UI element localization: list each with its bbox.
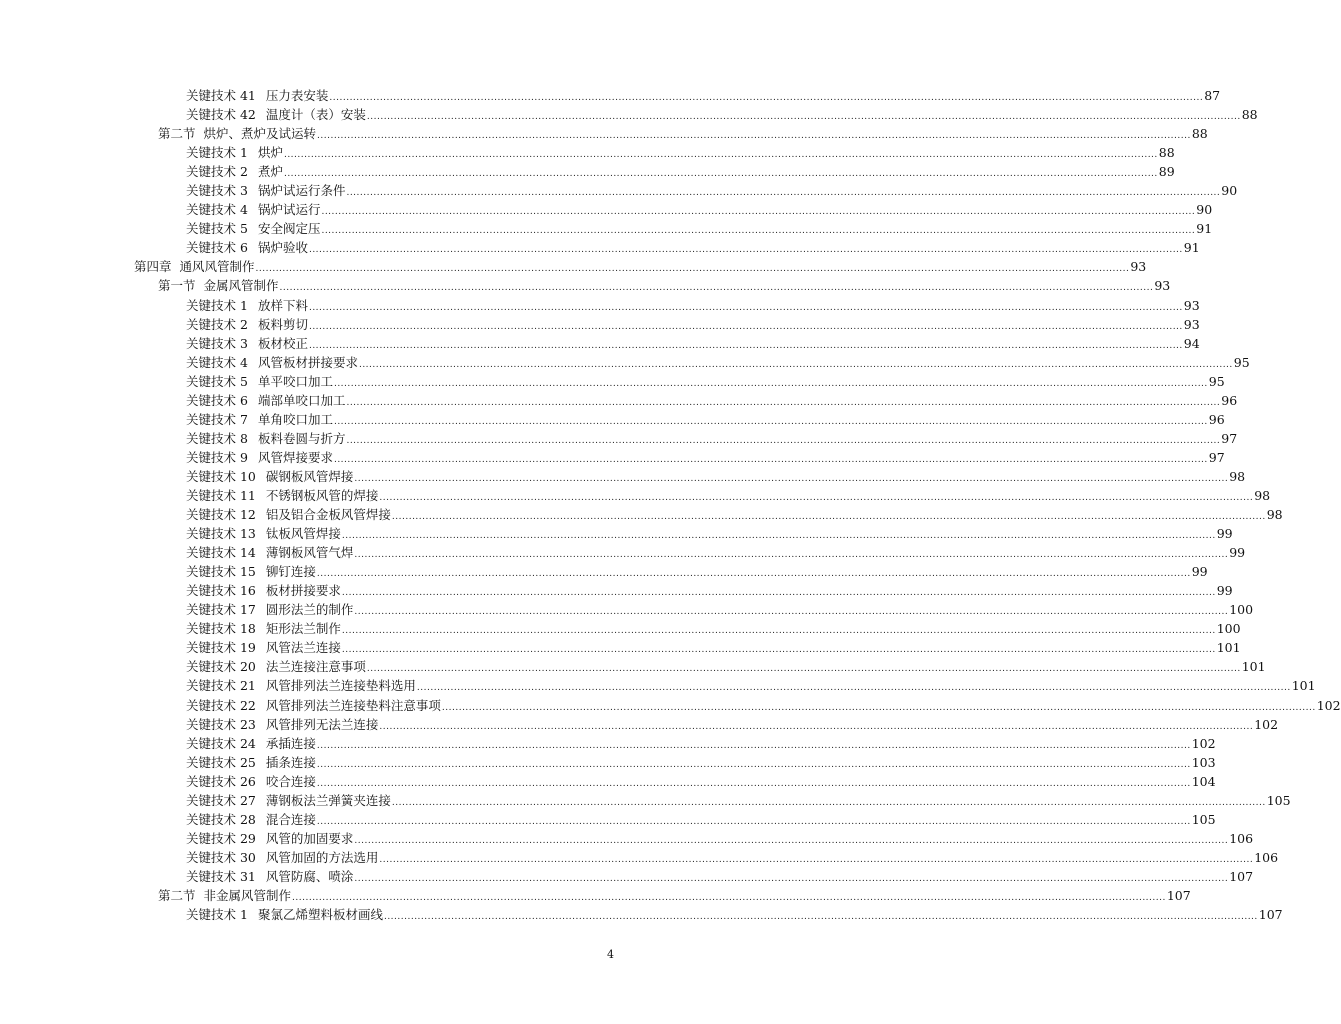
dot-leader: .................................................................................................................................................................................................................................................................... bbox=[354, 873, 1229, 884]
toc-section[interactable] bbox=[0, 276, 1171, 295]
toc-label: 关键技术 23 bbox=[186, 716, 256, 732]
dot-leader: .................................................................................................................................................................................................................................................................... bbox=[316, 778, 1191, 789]
toc-title: 板料剪切 bbox=[257, 316, 308, 332]
toc-item[interactable] bbox=[0, 334, 1200, 353]
toc-item[interactable] bbox=[0, 448, 1225, 467]
toc-label: 关键技术 4 bbox=[186, 354, 248, 370]
toc-item[interactable] bbox=[0, 238, 1200, 257]
toc-label: 关键技术 13 bbox=[186, 526, 256, 542]
dot-leader: .................................................................................................................................................................................................................................................................... bbox=[441, 702, 1316, 713]
dot-leader: .................................................................................................................................................................................................................................................................... bbox=[329, 93, 1204, 103]
toc-title: 聚氯乙烯塑料板材画线 bbox=[257, 907, 383, 923]
toc-label: 第一节 bbox=[158, 278, 196, 294]
toc-item[interactable] bbox=[0, 219, 1213, 238]
toc-item[interactable] bbox=[0, 181, 1238, 200]
dot-leader: .................................................................................................................................................................................................................................................................... bbox=[366, 664, 1241, 675]
toc-title: 烘炉、煮炉及试运转 bbox=[203, 126, 317, 142]
dot-leader: .................................................................................................................................................................................................................................................................... bbox=[379, 721, 1254, 732]
dot-leader: .................................................................................................................................................................................................................................................................... bbox=[346, 188, 1221, 199]
toc-title: 温度计（表）安装 bbox=[265, 107, 366, 123]
toc-label: 关键技术 14 bbox=[186, 545, 256, 561]
toc-page-number: 87 bbox=[1204, 88, 1221, 103]
toc-title: 非金属风管制作 bbox=[203, 887, 292, 903]
toc-title: 煮炉 bbox=[257, 164, 283, 180]
dot-leader: .................................................................................................................................................................................................................................................................... bbox=[391, 797, 1266, 808]
toc-page-number: 106 bbox=[1229, 830, 1254, 846]
toc-label: 关键技术 28 bbox=[186, 811, 256, 827]
toc-page-number: 100 bbox=[1229, 602, 1254, 618]
toc-title: 碳钢板风管焊接 bbox=[265, 468, 354, 484]
toc-page-number: 99 bbox=[1229, 545, 1246, 561]
toc-title: 薄钢板风管气焊 bbox=[265, 545, 354, 561]
toc-page-number: 101 bbox=[1216, 640, 1241, 656]
dot-leader: .................................................................................................................................................................................................................................................................... bbox=[358, 359, 1233, 370]
toc-item[interactable] bbox=[0, 505, 1283, 524]
toc-page-number: 95 bbox=[1208, 373, 1225, 389]
toc-item[interactable] bbox=[0, 353, 1250, 372]
toc-title: 单平咬口加工 bbox=[257, 373, 333, 389]
toc-page-number: 98 bbox=[1266, 507, 1283, 523]
dot-leader: .................................................................................................................................................................................................................................................................... bbox=[283, 169, 1158, 180]
toc-title: 锅炉试运行 bbox=[257, 202, 321, 218]
toc-label: 关键技术 27 bbox=[186, 792, 256, 808]
toc-label: 第二节 bbox=[158, 126, 196, 142]
toc-page-number: 94 bbox=[1183, 335, 1200, 351]
toc-item[interactable] bbox=[0, 734, 1216, 753]
toc-title: 风管排列法兰连接垫料选用 bbox=[265, 678, 416, 694]
toc-item[interactable] bbox=[0, 410, 1225, 429]
toc-label: 关键技术 3 bbox=[186, 183, 248, 199]
toc-item[interactable] bbox=[0, 524, 1233, 543]
dot-leader: .................................................................................................................................................................................................................................................................... bbox=[308, 340, 1183, 351]
toc-item[interactable] bbox=[0, 848, 1279, 867]
toc-page-number: 101 bbox=[1291, 678, 1316, 694]
toc-title: 风管法兰连接 bbox=[265, 640, 341, 656]
page-number: 4 bbox=[607, 948, 614, 961]
dot-leader: .................................................................................................................................................................................................................................................................... bbox=[316, 816, 1191, 827]
toc-page-number: 93 bbox=[1183, 297, 1200, 313]
dot-leader: .................................................................................................................................................................................................................................................................... bbox=[354, 607, 1229, 618]
toc-page-number: 105 bbox=[1266, 792, 1291, 808]
toc-title: 风管排列无法兰连接 bbox=[265, 716, 379, 732]
toc-page-number: 93 bbox=[1130, 259, 1147, 275]
toc-page-number: 107 bbox=[1229, 868, 1254, 884]
toc-label: 关键技术 16 bbox=[186, 583, 256, 599]
dot-leader: .................................................................................................................................................................................................................................................................... bbox=[333, 416, 1208, 427]
dot-leader: .................................................................................................................................................................................................................................................................... bbox=[379, 854, 1254, 865]
toc-label: 关键技术 19 bbox=[186, 640, 256, 656]
toc-label: 关键技术 24 bbox=[186, 735, 256, 751]
toc-title: 压力表安装 bbox=[265, 88, 329, 103]
toc-title: 金属风管制作 bbox=[203, 278, 279, 294]
toc-page-number: 98 bbox=[1229, 468, 1246, 484]
dot-leader: .................................................................................................................................................................................................................................................................... bbox=[321, 226, 1196, 237]
toc-page-number: 91 bbox=[1183, 240, 1200, 256]
dot-leader: .................................................................................................................................................................................................................................................................... bbox=[321, 207, 1196, 218]
toc-page-number: 101 bbox=[1241, 659, 1266, 675]
toc-title: 钛板风管焊接 bbox=[265, 526, 341, 542]
toc-title: 烘炉 bbox=[257, 145, 283, 161]
toc-item[interactable] bbox=[0, 905, 1283, 924]
toc-label: 关键技术 18 bbox=[186, 621, 256, 637]
dot-leader: .................................................................................................................................................................................................................................................................... bbox=[341, 588, 1216, 599]
toc-title: 安全阀定压 bbox=[257, 221, 321, 237]
toc-item[interactable] bbox=[0, 486, 1271, 505]
toc-label: 关键技术 1 bbox=[186, 145, 248, 161]
dot-leader: .................................................................................................................................................................................................................................................................... bbox=[308, 321, 1183, 332]
toc-title: 板料卷圆与折方 bbox=[257, 430, 346, 446]
toc-label: 关键技术 42 bbox=[186, 107, 256, 123]
toc-title: 板材校正 bbox=[257, 335, 308, 351]
toc-title: 风管的加固要求 bbox=[265, 830, 354, 846]
dot-leader: .................................................................................................................................................................................................................................................................... bbox=[379, 492, 1254, 503]
toc-label: 关键技术 5 bbox=[186, 373, 248, 389]
toc-title: 矩形法兰制作 bbox=[265, 621, 341, 637]
toc-label: 关键技术 11 bbox=[186, 487, 256, 503]
toc-title: 薄钢板法兰弹簧夹连接 bbox=[265, 792, 391, 808]
toc-chapter[interactable] bbox=[0, 257, 1147, 276]
toc-item[interactable] bbox=[0, 657, 1266, 676]
toc-title: 通风风管制作 bbox=[179, 259, 255, 275]
toc-item[interactable] bbox=[0, 315, 1200, 334]
toc-item[interactable] bbox=[0, 162, 1175, 181]
toc-page-number: 100 bbox=[1216, 621, 1241, 637]
toc-item[interactable] bbox=[0, 581, 1233, 600]
toc-label: 关键技术 9 bbox=[186, 449, 248, 465]
dot-leader: .................................................................................................................................................................................................................................................................... bbox=[354, 835, 1229, 846]
toc-title: 风管板材拼接要求 bbox=[257, 354, 358, 370]
toc-label: 关键技术 1 bbox=[186, 297, 248, 313]
dot-leader: .................................................................................................................................................................................................................................................................... bbox=[341, 531, 1216, 542]
toc-page-number: 107 bbox=[1258, 907, 1283, 923]
toc-page-number: 96 bbox=[1208, 411, 1225, 427]
dot-leader: .................................................................................................................................................................................................................................................................... bbox=[308, 245, 1183, 256]
toc-item[interactable] bbox=[0, 791, 1291, 810]
toc-title: 法兰连接注意事项 bbox=[265, 659, 366, 675]
dot-leader: .................................................................................................................................................................................................................................................................... bbox=[391, 512, 1266, 523]
toc-label: 关键技术 5 bbox=[186, 221, 248, 237]
toc-item[interactable] bbox=[0, 372, 1225, 391]
toc-item[interactable] bbox=[0, 562, 1208, 581]
toc-title: 插条连接 bbox=[265, 754, 316, 770]
dot-leader: .................................................................................................................................................................................................................................................................... bbox=[316, 759, 1191, 770]
toc-item[interactable] bbox=[0, 638, 1241, 657]
toc-title: 锅炉验收 bbox=[257, 240, 308, 256]
toc-page-number: 93 bbox=[1183, 316, 1200, 332]
toc-section[interactable] bbox=[0, 124, 1208, 143]
toc-item[interactable] bbox=[0, 715, 1279, 734]
toc-title: 混合连接 bbox=[265, 811, 316, 827]
table-of-contents bbox=[0, 86, 1341, 924]
toc-label: 关键技术 21 bbox=[186, 678, 256, 694]
toc-item[interactable] bbox=[0, 86, 1221, 105]
toc-title: 风管焊接要求 bbox=[257, 449, 333, 465]
toc-title: 单角咬口加工 bbox=[257, 411, 333, 427]
dot-leader: .................................................................................................................................................................................................................................................................... bbox=[383, 912, 1258, 923]
toc-item[interactable] bbox=[0, 810, 1216, 829]
toc-label: 关键技术 3 bbox=[186, 335, 248, 351]
dot-leader: .................................................................................................................................................................................................................................................................... bbox=[283, 150, 1158, 161]
toc-title: 铆钉连接 bbox=[265, 564, 316, 580]
toc-title: 风管排列法兰连接垫料注意事项 bbox=[265, 697, 441, 713]
toc-item[interactable] bbox=[0, 429, 1238, 448]
toc-item[interactable] bbox=[0, 600, 1254, 619]
toc-label: 关键技术 15 bbox=[186, 564, 256, 580]
toc-item[interactable] bbox=[0, 543, 1246, 562]
toc-page-number: 102 bbox=[1254, 716, 1279, 732]
dot-leader: .................................................................................................................................................................................................................................................................... bbox=[341, 645, 1216, 656]
dot-leader: .................................................................................................................................................................................................................................................................... bbox=[292, 892, 1166, 903]
toc-label: 关键技术 4 bbox=[186, 202, 248, 218]
toc-label: 关键技术 31 bbox=[186, 868, 256, 884]
toc-page-number: 105 bbox=[1191, 811, 1216, 827]
dot-leader: .................................................................................................................................................................................................................................................................... bbox=[333, 378, 1208, 389]
toc-label: 关键技术 10 bbox=[186, 468, 256, 484]
dot-leader: .................................................................................................................................................................................................................................................................... bbox=[255, 264, 1130, 275]
toc-page-number: 99 bbox=[1191, 564, 1208, 580]
toc-label: 关键技术 20 bbox=[186, 659, 256, 675]
toc-title: 端部单咬口加工 bbox=[257, 392, 346, 408]
toc-page-number: 91 bbox=[1196, 221, 1213, 237]
toc-page-number: 90 bbox=[1221, 183, 1238, 199]
toc-item[interactable] bbox=[0, 619, 1241, 638]
toc-title: 板材拼接要求 bbox=[265, 583, 341, 599]
toc-label: 关键技术 2 bbox=[186, 164, 248, 180]
toc-item[interactable] bbox=[0, 105, 1258, 124]
toc-title: 圆形法兰的制作 bbox=[265, 602, 354, 618]
toc-page-number: 89 bbox=[1158, 164, 1175, 180]
toc-page-number: 88 bbox=[1158, 145, 1175, 161]
toc-page-number: 88 bbox=[1191, 126, 1208, 142]
toc-label: 关键技术 7 bbox=[186, 411, 248, 427]
toc-page-number: 93 bbox=[1154, 278, 1171, 294]
toc-item[interactable] bbox=[0, 867, 1254, 886]
toc-label: 关键技术 30 bbox=[186, 849, 256, 865]
toc-page-number: 88 bbox=[1241, 107, 1258, 123]
toc-label: 关键技术 26 bbox=[186, 773, 256, 789]
dot-leader: .................................................................................................................................................................................................................................................................... bbox=[346, 435, 1221, 446]
toc-label: 第四章 bbox=[134, 259, 172, 275]
toc-label: 关键技术 1 bbox=[186, 907, 248, 923]
dot-leader: .................................................................................................................................................................................................................................................................... bbox=[366, 112, 1241, 123]
toc-label: 关键技术 12 bbox=[186, 507, 256, 523]
toc-label: 关键技术 6 bbox=[186, 240, 248, 256]
toc-item[interactable] bbox=[0, 467, 1246, 486]
dot-leader: .................................................................................................................................................................................................................................................................... bbox=[354, 550, 1229, 561]
toc-label: 关键技术 22 bbox=[186, 697, 256, 713]
toc-item[interactable] bbox=[0, 143, 1175, 162]
dot-leader: .................................................................................................................................................................................................................................................................... bbox=[316, 569, 1191, 580]
dot-leader: .................................................................................................................................................................................................................................................................... bbox=[346, 397, 1221, 408]
toc-item[interactable] bbox=[0, 391, 1238, 410]
toc-title: 铝及铝合金板风管焊接 bbox=[265, 507, 391, 523]
dot-leader: .................................................................................................................................................................................................................................................................... bbox=[354, 473, 1229, 484]
toc-page-number: 99 bbox=[1216, 583, 1233, 599]
toc-item[interactable] bbox=[0, 829, 1254, 848]
toc-title: 咬合连接 bbox=[265, 773, 316, 789]
toc-title: 风管防腐、喷涂 bbox=[265, 868, 354, 884]
toc-label: 关键技术 41 bbox=[186, 88, 256, 103]
toc-page-number: 102 bbox=[1191, 735, 1216, 751]
toc-item[interactable] bbox=[0, 200, 1213, 219]
dot-leader: .................................................................................................................................................................................................................................................................... bbox=[317, 131, 1191, 142]
toc-page-number: 97 bbox=[1221, 430, 1238, 446]
toc-page-number: 99 bbox=[1216, 526, 1233, 542]
toc-page-number: 103 bbox=[1191, 754, 1216, 770]
toc-item[interactable] bbox=[0, 676, 1316, 695]
toc-label: 关键技术 2 bbox=[186, 316, 248, 332]
toc-label: 关键技术 25 bbox=[186, 754, 256, 770]
toc-section[interactable] bbox=[0, 886, 1191, 905]
toc-page-number: 107 bbox=[1166, 887, 1191, 903]
toc-title: 放样下料 bbox=[257, 297, 308, 313]
dot-leader: .................................................................................................................................................................................................................................................................... bbox=[279, 283, 1154, 294]
toc-page-number: 106 bbox=[1254, 849, 1279, 865]
toc-label: 关键技术 29 bbox=[186, 830, 256, 846]
toc-page-number: 96 bbox=[1221, 392, 1238, 408]
toc-label: 关键技术 17 bbox=[186, 602, 256, 618]
toc-label: 第二节 bbox=[158, 887, 196, 903]
toc-label: 关键技术 6 bbox=[186, 392, 248, 408]
toc-page-number: 90 bbox=[1196, 202, 1213, 218]
toc-page-number: 104 bbox=[1191, 773, 1216, 789]
toc-page-number: 98 bbox=[1254, 487, 1271, 503]
toc-item[interactable] bbox=[0, 772, 1216, 791]
toc-item[interactable] bbox=[0, 296, 1200, 315]
toc-page-number: 97 bbox=[1208, 449, 1225, 465]
dot-leader: .................................................................................................................................................................................................................................................................... bbox=[333, 454, 1208, 465]
toc-label: 关键技术 8 bbox=[186, 430, 248, 446]
toc-page-number: 95 bbox=[1233, 354, 1250, 370]
toc-item[interactable] bbox=[0, 696, 1341, 715]
toc-page-number: 102 bbox=[1316, 697, 1341, 713]
toc-title: 承插连接 bbox=[265, 735, 316, 751]
toc-title: 不锈钢板风管的焊接 bbox=[265, 487, 379, 503]
toc-title: 锅炉试运行条件 bbox=[257, 183, 346, 199]
dot-leader: .................................................................................................................................................................................................................................................................... bbox=[308, 302, 1183, 313]
dot-leader: .................................................................................................................................................................................................................................................................... bbox=[316, 740, 1191, 751]
dot-leader: .................................................................................................................................................................................................................................................................... bbox=[341, 626, 1216, 637]
toc-item[interactable] bbox=[0, 753, 1216, 772]
dot-leader: .................................................................................................................................................................................................................................................................... bbox=[416, 683, 1291, 694]
toc-title: 风管加固的方法选用 bbox=[265, 849, 379, 865]
